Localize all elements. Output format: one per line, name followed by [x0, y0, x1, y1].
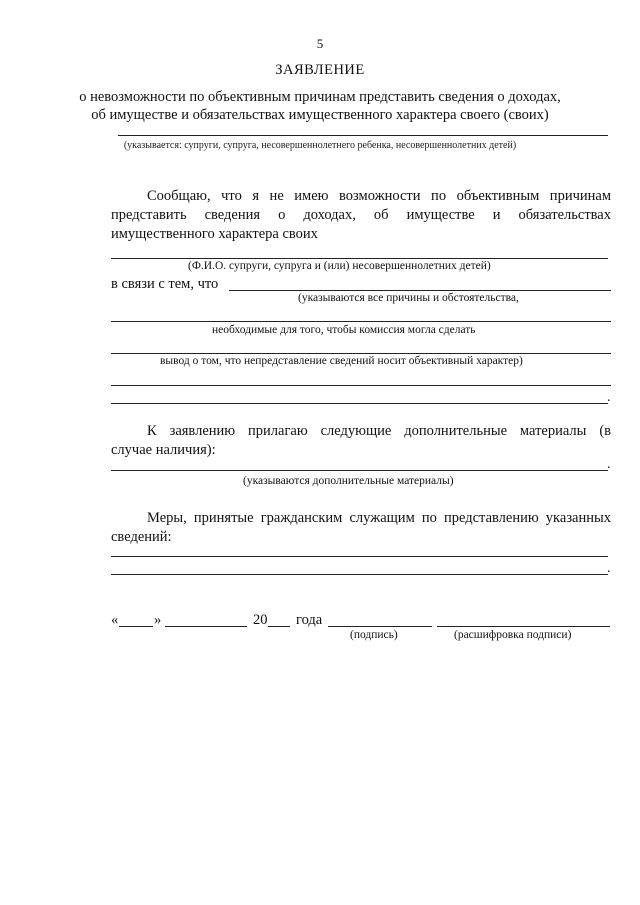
materials-fill-line[interactable]: [111, 470, 608, 471]
hint-fio: (Ф.И.О. супруги, супруга и (или) несовершеннолетних детей): [188, 260, 491, 272]
para2-line-2: случае наличия):: [111, 442, 216, 458]
hint-reasons-2: необходимые для того, чтобы комиссия могла сделать: [212, 324, 476, 336]
reasons-fill-line-1[interactable]: [229, 290, 611, 291]
hint-reasons-3: вывод о том, что непредставление сведений носит объективный характер): [160, 355, 523, 367]
reasons-fill-line-3[interactable]: [111, 353, 611, 354]
reasons-fill-line-4[interactable]: [111, 385, 611, 386]
period-1: .: [607, 390, 611, 405]
signature-fill-line[interactable]: [328, 626, 432, 627]
reasons-fill-line-2[interactable]: [111, 321, 611, 322]
period-3: .: [607, 561, 611, 576]
para3-line-1: Меры, принятые гражданским служащим по представлению указанных: [147, 510, 611, 526]
year-prefix: 20: [253, 612, 268, 628]
para1-line-3: имущественного характера своих: [111, 226, 318, 242]
month-fill-line[interactable]: [165, 626, 247, 627]
para3-line-2: сведений:: [111, 529, 172, 545]
relatives-fill-line[interactable]: [118, 135, 608, 136]
subtitle-line-1: о невозможности по объективным причинам представить сведения о доходах,: [79, 89, 561, 105]
document-title: ЗАЯВЛЕНИЕ: [275, 62, 365, 78]
date-open-quote: «: [111, 612, 119, 628]
reasons-fill-line-5[interactable]: [111, 403, 608, 404]
signature-decode-label: (расшифровка подписи): [454, 629, 572, 641]
period-2: .: [607, 457, 611, 472]
day-fill-line[interactable]: [119, 626, 153, 627]
signature-label: (подпись): [350, 629, 398, 641]
para1-line-2: представить сведения о доходах, об имуществе и обязательствах: [111, 207, 611, 223]
fio-fill-line[interactable]: [111, 258, 608, 259]
hint-reasons-1: (указываются все причины и обстоятельства,: [298, 292, 519, 304]
measures-fill-line-1[interactable]: [111, 556, 608, 557]
hint-relatives: (указывается: супруги, супруга, несовершеннолетнего ребенка, несовершеннолетних детей): [123, 140, 517, 151]
due-to-label: в связи с тем, что: [111, 276, 219, 292]
hint-materials: (указываются дополнительные материалы): [243, 475, 454, 487]
date-close-quote: »: [154, 612, 162, 628]
subtitle-line-2: об имуществе и обязательствах имущественного характера своего (своих): [91, 107, 549, 123]
year-fill-line[interactable]: [268, 626, 290, 627]
year-suffix: года: [296, 612, 323, 628]
para1-line-1: Сообщаю, что я не имею возможности по объективным причинам: [147, 188, 611, 204]
signature-decode-fill-line[interactable]: [437, 626, 610, 627]
measures-fill-line-2[interactable]: [111, 574, 608, 575]
para2-line-1: К заявлению прилагаю следующие дополнительные материалы (в: [147, 423, 611, 439]
page-number: 5: [316, 36, 324, 51]
